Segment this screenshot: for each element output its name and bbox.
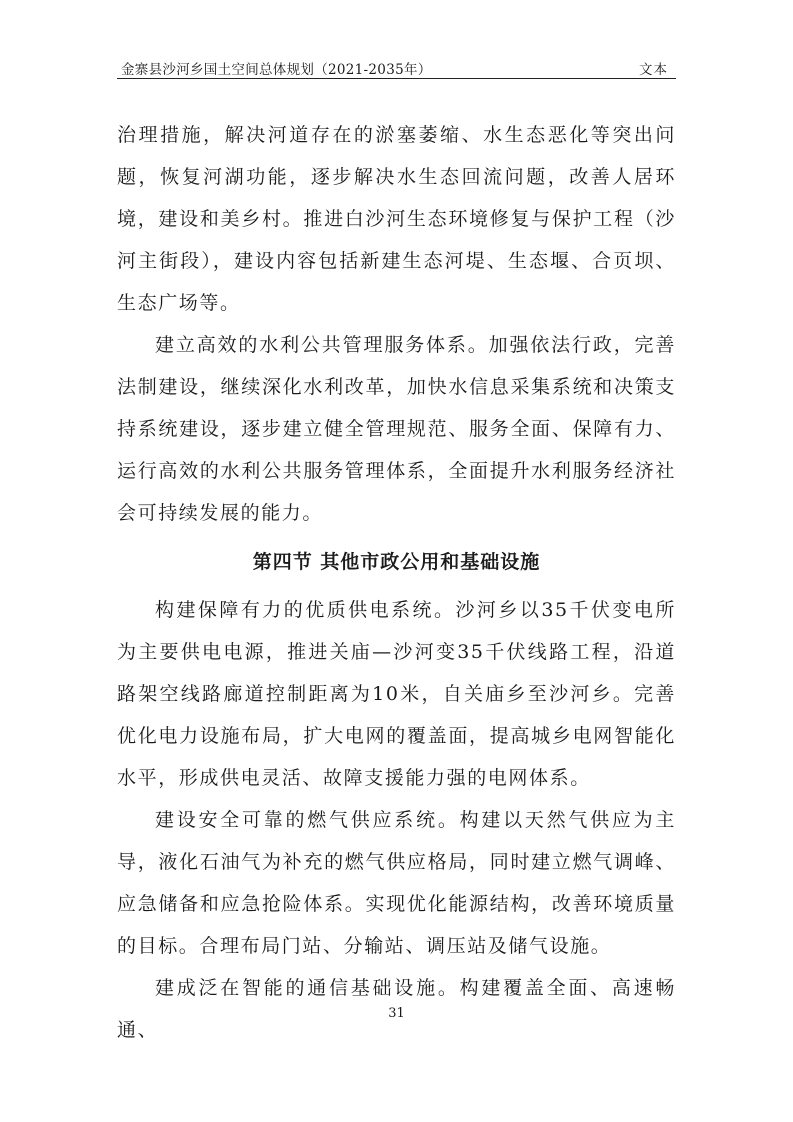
- page-number: 31: [388, 1006, 405, 1021]
- paragraph-lead: 建设安全可靠的燃气供应系统。: [155, 809, 460, 831]
- section-label: 文本: [639, 62, 668, 78]
- paragraph-gas-supply: [117, 799, 676, 967]
- paragraph-text: 构建覆盖全面、高速畅通、: [117, 977, 676, 1041]
- document-title: 金寨县沙河乡国土空间总体规划（2021-2035年）: [121, 62, 432, 78]
- paragraph-water-management: [117, 324, 676, 534]
- paragraph-lead: 建成泛在智能的通信基础设施。: [155, 977, 460, 999]
- paragraph-text: 加强依法行政，完善法制建设，继续深化水利改革，加快水信息采集系统和决策支持系统建设，逐步建立健全管理规范、服务全面、保障有力、运行高效的水利公共服务管理体系，全面提升水利服务经济社会可持续发展的能力。: [117, 334, 676, 524]
- paragraph-lead: 构建保障有力的优质供电系统。: [155, 599, 456, 621]
- section-heading: 第四节 其他市政公用和基础设施: [252, 551, 541, 573]
- page-header: [117, 56, 676, 79]
- page-body: [117, 114, 676, 1051]
- paragraph-water-governance: 治理措施，解决河道存在的淤塞萎缩、水生态恶化等突出问题，恢复河湖功能，逐步解决水生态回流问题，改善人居环境，建设和美乡村。推进白沙河生态环境修复与保护工程（沙河主街段），建设内容包括新建生态河堤、生态堰、合页坝、生态广场等。: [117, 124, 676, 314]
- paragraph-text: 沙河乡以35千伏变电所为主要供电电源，推进关庙—沙河变35千伏线路工程，沿道路架空线路廊道控制距离为10米，自关庙乡至沙河乡。完善优化电力设施布局，扩大电网的覆盖面，提高城乡电网智能化水平，形成供电灵活、故障支援能力强的电网体系。: [117, 599, 676, 789]
- paragraph-power-supply: [117, 589, 676, 799]
- paragraph-text: 构建以天然气供应为主导，液化石油气为补充的燃气供应格局，同时建立燃气调峰、应急储备和应急抢险体系。实现优化能源结构，改善环境质量的目标。合理布局门站、分输站、调压站及储气设施。: [117, 809, 676, 957]
- paragraph-lead: 建立高效的水利公共管理服务体系。: [155, 334, 489, 356]
